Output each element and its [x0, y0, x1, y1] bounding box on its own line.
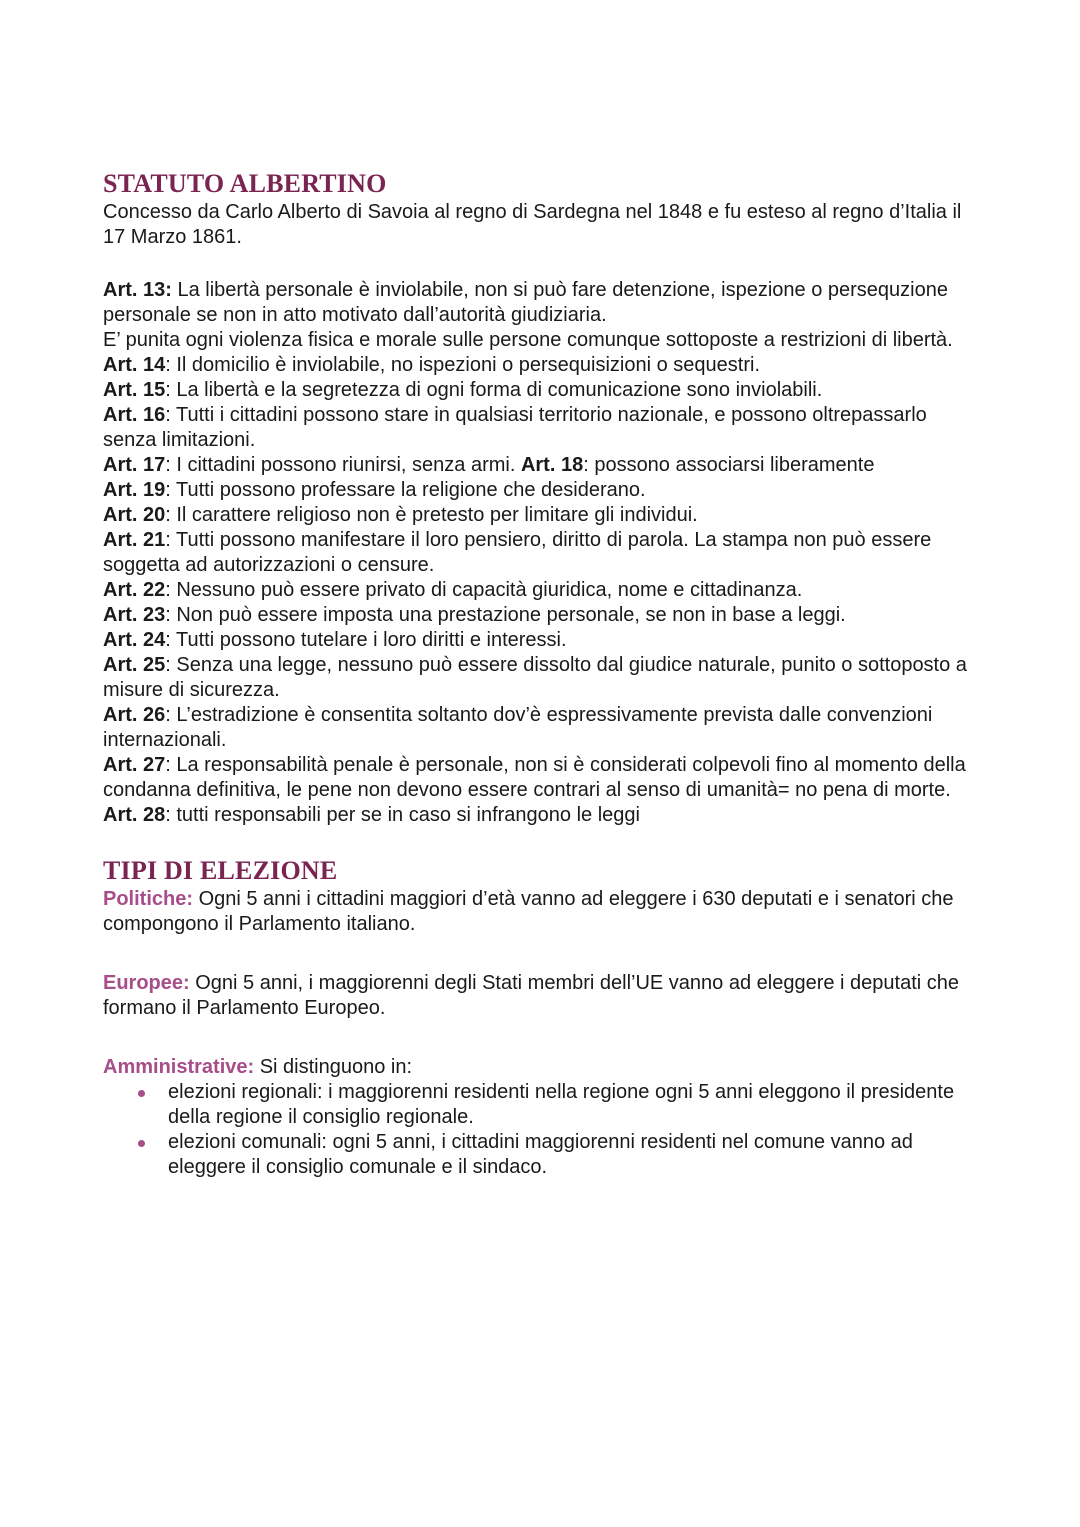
article-23 [103, 603, 973, 628]
article-label: Art. 21 [103, 529, 166, 551]
article-label: Art. 25 [103, 654, 166, 676]
articles-list [103, 278, 973, 828]
article-22 [103, 578, 973, 603]
article-label: Art. 22 [103, 579, 166, 601]
article-label: Art. 15 [103, 379, 166, 401]
article-label: Art. 28 [103, 804, 166, 826]
article-13 [103, 278, 973, 328]
article-label: Art. 14 [103, 354, 166, 376]
article-text: : Non può essere imposta una prestazione personale, se non in base a leggi. [165, 604, 846, 626]
article-label: Art. 13: [103, 279, 172, 301]
article-text: : tutti responsabili per se in caso si infrangono le leggi [165, 804, 640, 826]
article-text: : Nessuno può essere privato di capacità giuridica, nome e cittadinanza. [165, 579, 803, 601]
statuto-heading: STATUTO ALBERTINO [103, 169, 387, 198]
amministrative-list [103, 1080, 973, 1180]
list-item-text: elezioni regionali: i maggiorenni residenti nella regione ogni 5 anni eleggono il presidente della regione il consiglio regionale. [168, 1081, 955, 1128]
europee-text: Ogni 5 anni, i maggiorenni degli Stati membri dell’UE vanno ad eleggere i deputati che formano il Parlamento Europeo. [103, 972, 960, 1019]
list-item-text: elezioni comunali: ogni 5 anni, i cittadini maggiorenni residenti nel comune vanno ad eleggere il consiglio comunale e il sindaco. [168, 1131, 913, 1178]
article-label: Art. 19 [103, 479, 166, 501]
list-item [168, 1080, 973, 1130]
article-text: : Tutti i cittadini possono stare in qualsiasi territorio nazionale, e possono oltrepassarlo senza limitazioni. [103, 404, 927, 451]
article-text: : I cittadini possono riunirsi, senza armi. [165, 454, 521, 476]
article-label: Art. 17 [103, 454, 166, 476]
article-label: Art. 16 [103, 404, 166, 426]
article-text: : possono associarsi liberamente [583, 454, 875, 476]
article-14 [103, 353, 973, 378]
article-26 [103, 703, 973, 753]
europee-paragraph [103, 971, 973, 1021]
article-label: Art. 18 [520, 454, 584, 476]
article-text: E’ punita ogni violenza fisica e morale sulle persone comunque sottoposte a restrizioni di libertà. [103, 329, 953, 351]
article-text: : Tutti possono manifestare il loro pensiero, diritto di parola. La stampa non può essere soggetta ad autorizzazioni o censure. [103, 529, 932, 576]
article-15 [103, 378, 973, 403]
article-17-18 [103, 453, 973, 478]
article-text: : Senza una legge, nessuno può essere dissolto dal giudice naturale, punito o sottoposto a misure di sicurezza. [103, 654, 967, 701]
article-text: : Il domicilio è inviolabile, no ispezioni o persequisizioni o sequestri. [165, 354, 761, 376]
amministrative-paragraph [103, 1055, 973, 1080]
article-13-continued [103, 328, 973, 353]
article-text: : Tutti possono professare la religione che desiderano. [165, 479, 646, 501]
europee-label: Europee: [103, 972, 190, 994]
article-text: : L’estradizione è consentita soltanto dov’è espressivamente prevista dalle convenzioni internazionali. [103, 704, 933, 751]
article-label: Art. 23 [103, 604, 166, 626]
article-label: Art. 24 [103, 629, 166, 651]
article-16 [103, 403, 973, 453]
statuto-intro: Concesso da Carlo Alberto di Savoia al regno di Sardegna nel 1848 e fu esteso al regno d’Italia il 17 Marzo 1861. [103, 201, 962, 248]
article-25 [103, 653, 973, 703]
article-label: Art. 26 [103, 704, 166, 726]
article-text: La libertà personale è inviolabile, non si può fare detenzione, ispezione o persequzione personale se non in atto motivato dall’autorità giudiziaria. [103, 279, 948, 326]
article-label: Art. 27 [103, 754, 166, 776]
article-text: : La libertà e la segretezza di ogni forma di comunicazione sono inviolabili. [165, 379, 823, 401]
amministrative-text: Si distinguono in: [254, 1056, 413, 1078]
elezioni-heading: TIPI DI ELEZIONE [103, 856, 338, 885]
bullet-icon [138, 1090, 145, 1097]
article-19 [103, 478, 973, 503]
article-text: : La responsabilità penale è personale, non si è considerati colpevoli fino al momento della condanna definitiva, le pene non devono essere contrari al senso di umanità= no pena di morte. [103, 754, 966, 801]
document-page [103, 168, 973, 1180]
article-20 [103, 503, 973, 528]
article-label: Art. 20 [103, 504, 166, 526]
article-24 [103, 628, 973, 653]
bullet-icon [138, 1140, 145, 1147]
amministrative-label: Amministrative: [103, 1056, 255, 1078]
article-21 [103, 528, 973, 578]
article-text: : Il carattere religioso non è pretesto per limitare gli individui. [165, 504, 698, 526]
list-item [168, 1130, 973, 1180]
politiche-text: Ogni 5 anni i cittadini maggiori d’età vanno ad eleggere i 630 deputati e i senatori che compongono il Parlamento italiano. [103, 888, 954, 935]
article-text: : Tutti possono tutelare i loro diritti e interessi. [165, 629, 567, 651]
politiche-label: Politiche: [103, 888, 194, 910]
article-27-28 [103, 753, 973, 828]
politiche-paragraph [103, 887, 973, 937]
